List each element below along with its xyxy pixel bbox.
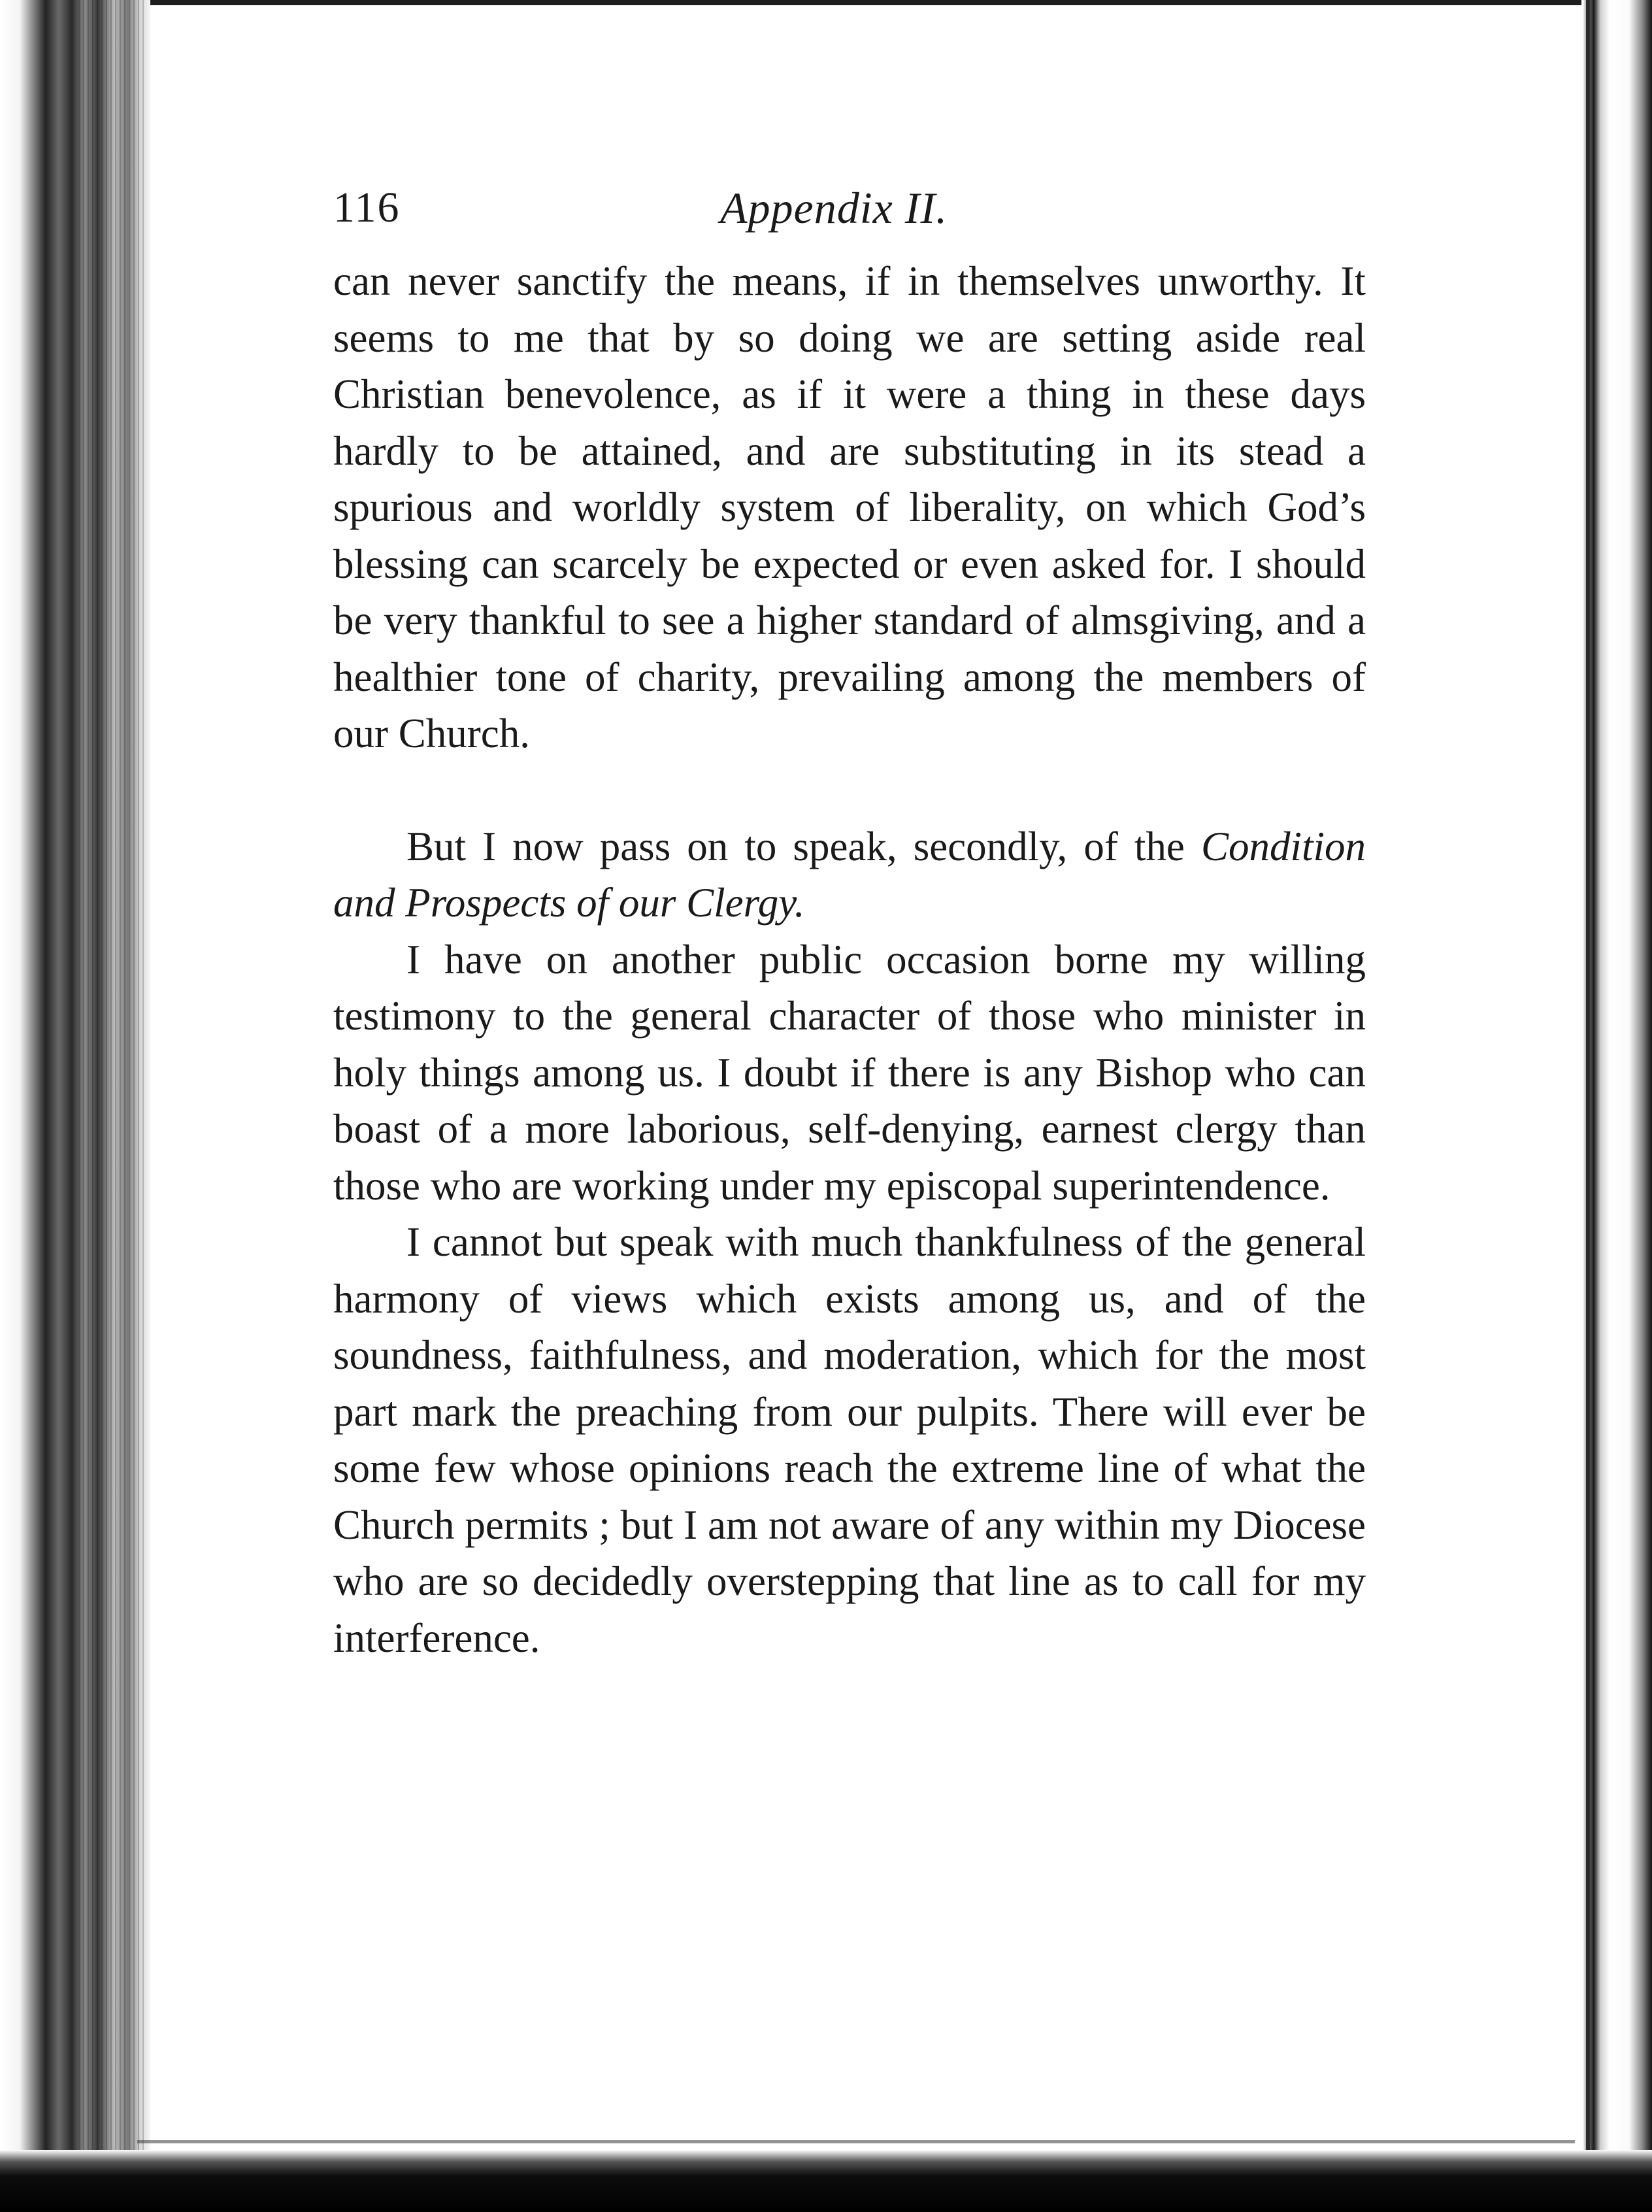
bottom-edge (0, 2150, 1652, 2212)
facing-page-edge-line (1586, 0, 1590, 2212)
paragraph-3: I have on another public occasion borne my willing testimony to the general character of those who minister in holy things among us. I doubt if there is any Bishop who can boast of a more laborious, self-denying, earnest clergy than those who are working under my episcopal superintendence. (333, 936, 1366, 1209)
paragraph-2 (333, 818, 1366, 931)
page-edges-left (78, 0, 144, 2212)
text-column (333, 180, 1366, 1666)
paragraph-4: I cannot but speak with much thankfulness of the general harmony of views which exists among us, and of the soundness, faithfulness, and moderation, which for the most part mark the preaching from our pulpits. There will ever be some few whose opinions reach the extreme line of what the Church permits ; but I am not aware of any within my Diocese who are so decidedly overstepping that line as to call for my interference. (333, 1219, 1366, 1661)
section-heading-italic: Condition and Prospects of our Clergy. (333, 823, 1366, 926)
paragraph-1: can never sanctify the means, if in themselves unworthy. It seems to me that by so doing we are setting aside real Christian benevolence, as if it were a thing in these days hardly to be attained, and are substituting in its stead a spurious and worldly system of liberality, on which God’s blessing can scarcely be expected or even asked for. I should be very thankful to see a higher standard of almsgiving, and a healthier tone of charity, prevailing among the members of our Church. (333, 258, 1366, 756)
bottom-edge-rule (137, 2140, 1575, 2143)
top-edge (150, 0, 1581, 5)
page-number: 116 (333, 184, 401, 231)
paragraph-2-text: But I now pass on to speak, secondly, of the (406, 823, 1201, 869)
paragraph-gap (333, 762, 1366, 818)
facing-page-edge (1583, 0, 1652, 2212)
running-title: Appendix II. (720, 183, 948, 233)
running-head (333, 180, 1366, 245)
